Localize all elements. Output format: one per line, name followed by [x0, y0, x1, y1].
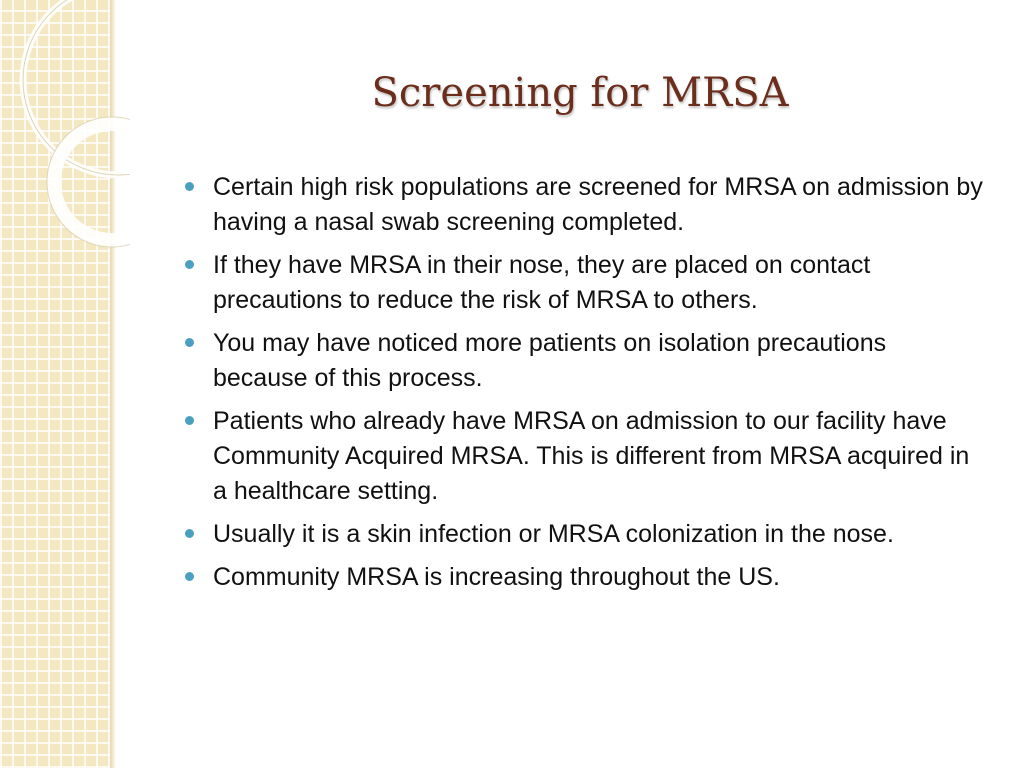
bullet-text: Usually it is a skin infection or MRSA colonization in the nose.: [213, 520, 894, 548]
bullet-dot-icon: [185, 338, 194, 347]
bullet-dot-icon: [185, 182, 194, 191]
bullet-item: [185, 248, 985, 318]
bullet-item: [185, 517, 985, 552]
bullet-dot-icon: [185, 260, 194, 269]
bullet-item: [185, 404, 985, 509]
bullet-item: [185, 170, 985, 240]
ring-decoration-icon: [0, 0, 130, 260]
bullet-text: Certain high risk populations are screened for MRSA on admission by having a nasal swab screening completed.: [213, 173, 983, 236]
bullet-text: Community MRSA is increasing throughout the US.: [213, 563, 780, 591]
bullet-dot-icon: [185, 529, 194, 538]
bullet-list: [185, 170, 985, 603]
bullet-item: [185, 560, 985, 595]
slide-title: Screening for MRSA: [371, 70, 789, 116]
bullet-text: If they have MRSA in their nose, they are placed on contact precautions to reduce the risk of MRSA to others.: [213, 251, 871, 314]
bullet-dot-icon: [185, 572, 194, 581]
bullet-item: [185, 326, 985, 396]
bullet-dot-icon: [185, 416, 194, 425]
bullet-text: You may have noticed more patients on isolation precautions because of this process.: [213, 329, 887, 392]
bullet-text: Patients who already have MRSA on admission to our facility have Community Acquired MRSA. This is different from MRSA acquired in a healthcare setting.: [213, 407, 970, 505]
